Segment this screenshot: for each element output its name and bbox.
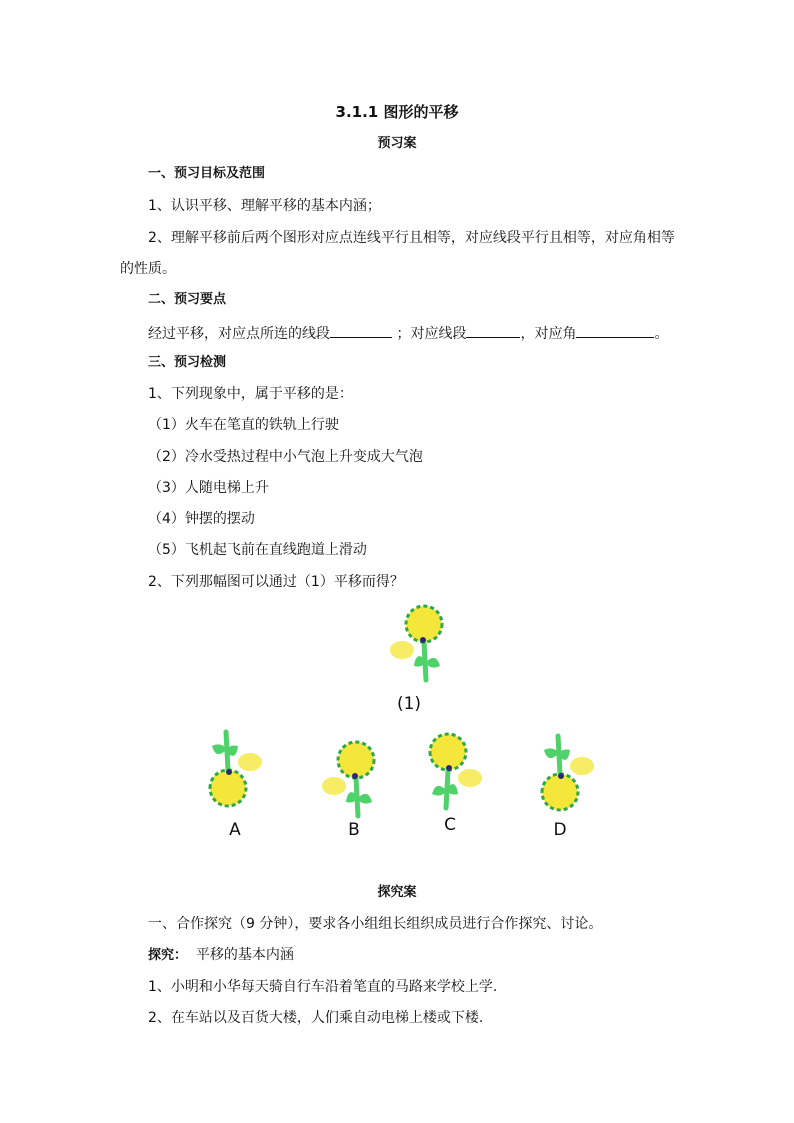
figure-label-original: (1): [396, 694, 422, 714]
preview-heading: 预习案: [377, 136, 417, 151]
explore-topic-line: [148, 946, 294, 965]
flower-option-b: [322, 742, 374, 816]
flower-option-d: [542, 736, 594, 810]
option-label-b: B: [348, 820, 360, 840]
section2-text-d: 。: [654, 326, 669, 342]
option-label-d: D: [553, 820, 567, 840]
flower-option-c: [430, 734, 482, 808]
question1-option: （5）飞机起飞前在直线跑道上滑动: [148, 542, 367, 558]
question1-option: （1）火车在笔直的铁轨上行驶: [148, 417, 339, 433]
section2-heading: 二、预习要点: [148, 292, 227, 307]
section2-text-b: ；对应线段: [396, 326, 467, 342]
explore-line1: 一、合作探究（9 分钟），要求各小组组长组织成员进行合作探究、讨论。: [148, 916, 603, 932]
question1: 1、下列现象中，属于平移的是：: [148, 386, 353, 402]
explore-heading: 探究案: [377, 885, 417, 900]
page-title: 3.1.1 图形的平移: [335, 103, 459, 121]
option-label-c: C: [444, 815, 456, 835]
explore-item2: 2、在车站以及百货大楼，人们乘自动电梯上楼或下楼.: [148, 1010, 484, 1026]
question1-option: （2）冷水受热过程中小气泡上升变成大气泡: [148, 449, 423, 465]
explore-label: 探究：: [148, 948, 188, 963]
question1-option: （3）人随电梯上升: [148, 480, 269, 496]
question2: 2、下列那幅图可以通过（1）平移而得？: [148, 574, 404, 590]
section2-text-a: 经过平移，对应点所连的线段: [148, 326, 330, 342]
section1-heading: 一、预习目标及范围: [148, 166, 266, 181]
explore-item1: 1、小明和小华每天骑自行车沿着笔直的马路来学校上学.: [148, 979, 498, 995]
option-label-a: A: [229, 820, 241, 840]
question1-option: （4）钟摆的摆动: [148, 511, 255, 527]
section3-heading: 三、预习检测: [148, 355, 227, 370]
explore-topic: 平移的基本内涵: [195, 947, 294, 963]
section1-item1: 1、认识平移、理解平移的基本内涵；: [148, 198, 381, 214]
section2-text-c: ，对应角: [520, 326, 577, 342]
section1-item2-line1: 2、理解平移前后两个图形对应点连线平行且相等，对应线段平行且相等，对应角相等: [148, 230, 675, 246]
flower-original: [390, 606, 442, 680]
section1-item2-line2: 的性质。: [120, 261, 176, 277]
flower-option-a: [210, 732, 262, 806]
